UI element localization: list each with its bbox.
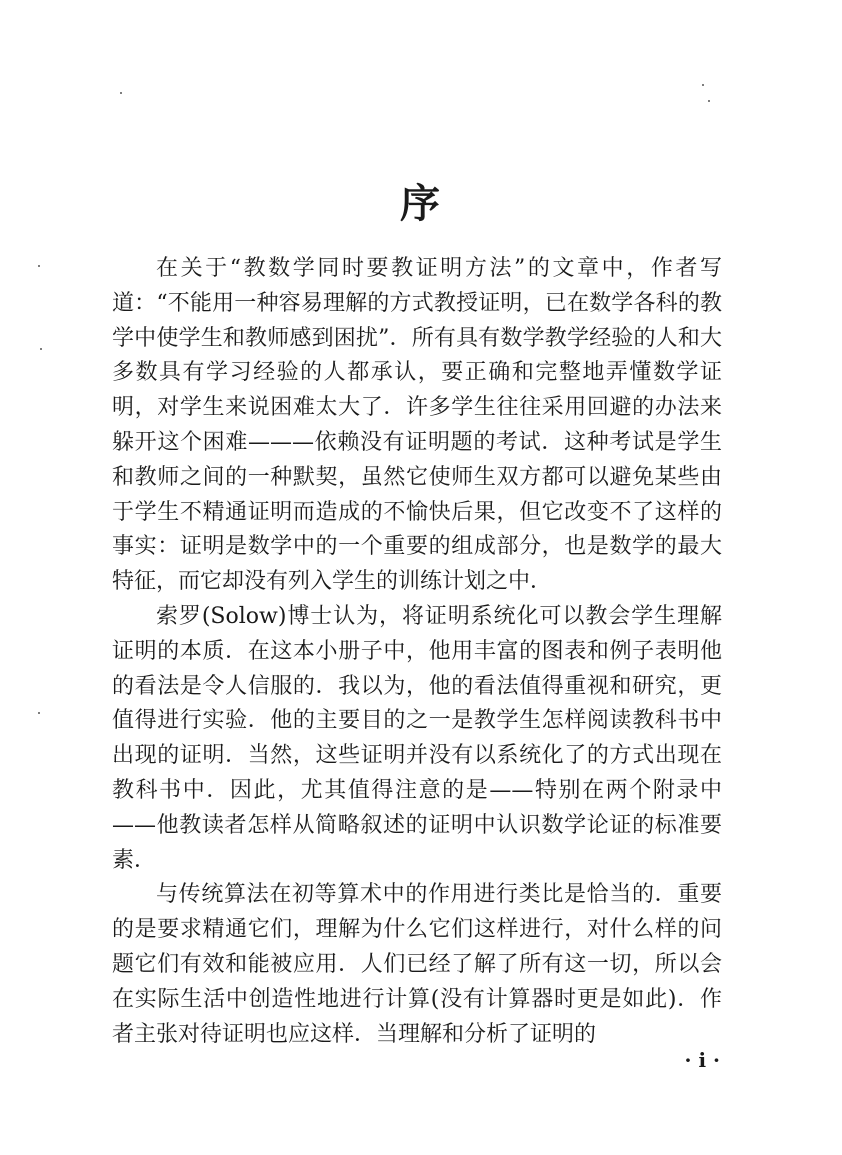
page-title: 序 (400, 180, 442, 227)
paragraph-3: 与传统算法在初等算术中的作用进行类比是恰当的．重要的是要求精通它们，理解为什么它们这样进行，对什么样的问题它们有效和能被应用．人们已经了解了所有这一切，所以会在实际生活中创造性地进行计算(没有计算器时更是如此)．作者主张对待证明也应这样．当理解和分析了证明的 (112, 882, 722, 1047)
body-text (112, 252, 722, 1052)
scan-speck (702, 84, 704, 86)
paragraph-2: 索罗(Solow)博士认为，将证明系统化可以教会学生理解证明的本质．在这本小册子中，他用丰富的图表和例子表明他的看法是令人信服的．我以为，他的看法值得重视和研究，更值得进行实验．他的主要目的之一是教学生怎样阅读教科书中出现的证明．当然，这些证明并没有以系统化了的方式出现在教科书中．因此，尤其值得注意的是——特别在两个附录中——他教读者怎样从简略叙述的证明中认识数学论证的标准要素． (112, 603, 722, 873)
scan-speck (40, 348, 42, 350)
scan-speck (38, 712, 40, 714)
page-number: · i · (684, 1048, 720, 1072)
scan-speck (38, 265, 40, 267)
scan-speck (120, 92, 122, 94)
scan-speck (708, 100, 710, 102)
paragraph-1: 在关于“教数学同时要教证明方法”的文章中，作者写道：“不能用一种容易理解的方式教授证明，已在数学各科的教学中使学生和教师感到困扰”．所有具有数学教学经验的人和大多数具有学习经验的人都承认，要正确和完整地弄懂数学证明，对学生来说困难太大了．许多学生往往采用回避的办法来躲开这个困难———依赖没有证明题的考试．这种考试是学生和教师之间的一种默契，虽然它使师生双方都可以避免某些由于学生不精通证明而造成的不愉快后果，但它改变不了这样的事实：证明是数学中的一个重要的组成部分，也是数学的最大特征，而它却没有列入学生的训练计划之中． (112, 256, 722, 595)
